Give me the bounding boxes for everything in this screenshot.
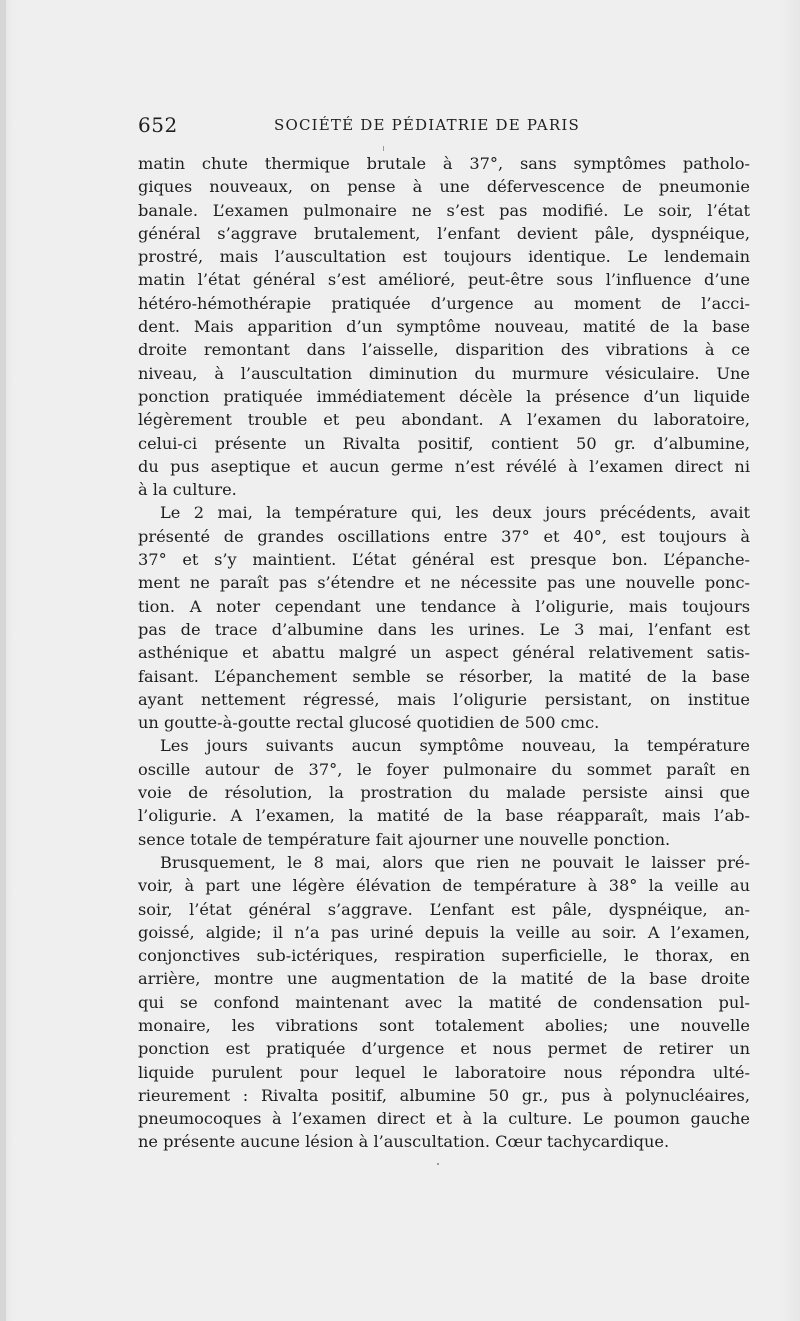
- text-line: faisant. L’épanchement semble se résorber, la matité de la base: [138, 666, 750, 686]
- text-line: à la culture.: [138, 480, 237, 500]
- text-line: ponction est pratiquée d’urgence et nous permet de retirer un: [138, 1039, 750, 1059]
- text-line: ayant nettement régressé, mais l’oligurie persistant, on institue: [138, 689, 750, 709]
- text-line: arrière, montre une augmentation de la matité de la base droite: [138, 969, 750, 989]
- page-header: [138, 113, 743, 141]
- text-line: ne présente aucune lésion à l’auscultation. Cœur tachycardique.: [138, 1132, 670, 1152]
- text-line: conjonctives sub-ictériques, respiration superficielle, le thorax, en: [138, 946, 750, 966]
- scan-speck: [437, 1163, 439, 1165]
- text-line: oscille autour de 37°, le foyer pulmonaire du sommet paraît en: [138, 759, 750, 779]
- text-line: droite remontant dans l’aisselle, disparition des vibrations à ce: [138, 340, 750, 360]
- text-line: niveau, à l’auscultation diminution du murmure vésiculaire. Une: [138, 363, 750, 383]
- text-line: général s’aggrave brutalement, l’enfant devient pâle, dyspnéique,: [138, 223, 750, 243]
- text-line: asthénique et abattu malgré un aspect général relativement satis-: [138, 643, 750, 663]
- text-line: qui se confond maintenant avec la matité de condensation pul-: [138, 992, 750, 1012]
- text-line: matin chute thermique brutale à 37°, sans symptômes patholo-: [138, 154, 750, 173]
- text-line: sence totale de température fait ajourner une nouvelle ponction.: [138, 829, 671, 849]
- text-line: liquide purulent pour lequel le laboratoire nous répondra ulté-: [138, 1062, 750, 1082]
- text-line: voie de résolution, la prostration du malade persiste ainsi que: [138, 783, 750, 803]
- running-head: SOCIÉTÉ DE PÉDIATRIE DE PARIS: [274, 116, 580, 134]
- text-line: l’oligurie. A l’examen, la matité de la base réapparaît, mais l’ab-: [138, 806, 750, 826]
- text-line: ponction pratiquée immédiatement décèle la présence d’un liquide: [138, 386, 750, 406]
- page-number: 652: [138, 113, 178, 137]
- paragraph-start-line: Brusquement, le 8 mai, alors que rien ne pouvait le laisser pré-: [160, 852, 750, 872]
- text-line: dent. Mais apparition d’un symptôme nouveau, matité de la base: [138, 317, 750, 337]
- text-line: prostré, mais l’auscultation est toujours identique. Le lendemain: [138, 247, 750, 267]
- text-line: soir, l’état général s’aggrave. L’enfant est pâle, dyspnéique, an-: [138, 899, 750, 919]
- text-line: du pus aseptique et aucun germe n’est révélé à l’examen direct ni: [138, 456, 750, 476]
- text-line: pneumocoques à l’examen direct et à la culture. Le poumon gauche: [138, 1109, 750, 1129]
- text-line: hétéro-hémothérapie pratiquée d’urgence au moment de l’acci-: [138, 293, 750, 313]
- text-line: goissé, algide; il n’a pas uriné depuis la veille au soir. A l’examen,: [138, 922, 750, 942]
- text-line: celui-ci présente un Rivalta positif, contient 50 gr. d’albumine,: [138, 433, 750, 453]
- text-line: présenté de grandes oscillations entre 37° et 40°, est toujours à: [138, 526, 750, 546]
- text-line: rieurement : Rivalta positif, albumine 50 gr., pus à polynucléaires,: [138, 1085, 750, 1105]
- text-line: 37° et s’y maintient. L’état général est presque bon. L’épanche-: [138, 550, 750, 570]
- text-line: légèrement trouble et peu abondant. A l’examen du laboratoire,: [138, 410, 750, 430]
- text-line: pas de trace d’albumine dans les urines. Le 3 mai, l’enfant est: [138, 619, 750, 639]
- text-line: monaire, les vibrations sont totalement abolies; une nouvelle: [138, 1015, 750, 1035]
- page-edge-shadow: [0, 0, 6, 1321]
- text-line: matin l’état général s’est amélioré, peut-être sous l’influence d’une: [138, 270, 750, 290]
- scan-speck: [383, 146, 384, 151]
- text-line: un goutte-à-goutte rectal glucosé quotidien de 500 cmc.: [138, 713, 600, 733]
- text-line: voir, à part une légère élévation de température à 38° la veille au: [138, 876, 750, 896]
- text-line: ment ne paraît pas s’étendre et ne nécessite pas une nouvelle ponc-: [138, 573, 750, 593]
- text-line: giques nouveaux, on pense à une défervescence de pneumonie: [138, 177, 750, 197]
- paragraph-start-line: Le 2 mai, la température qui, les deux jours précédents, avait: [160, 503, 750, 523]
- text-line: banale. L’examen pulmonaire ne s’est pas modifié. Le soir, l’état: [138, 200, 750, 220]
- body-text: [138, 152, 750, 1154]
- paragraph-start-line: Les jours suivants aucun symptôme nouveau, la température: [160, 736, 750, 756]
- text-line: tion. A noter cependant une tendance à l’oligurie, mais toujours: [138, 596, 750, 616]
